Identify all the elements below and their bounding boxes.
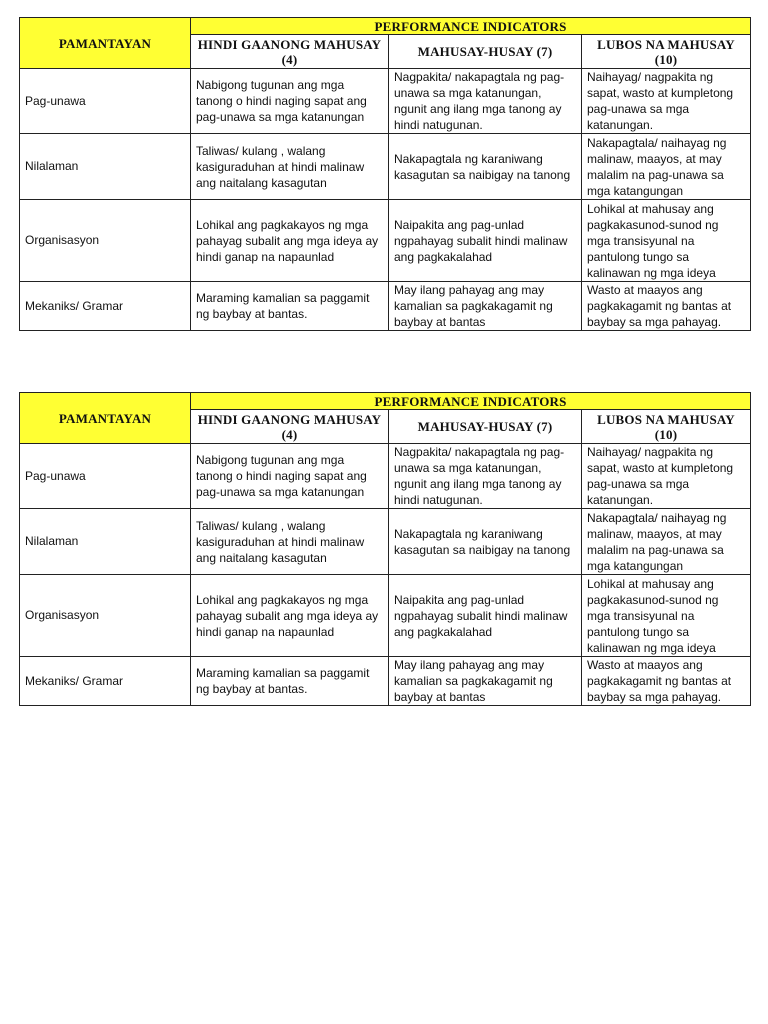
- criteria-header: PAMANTAYAN: [20, 393, 191, 444]
- descriptor-cell-4: Nabigong tugunan ang mga tanong o hindi naging sapat ang pag-unawa sa mga katanungan: [191, 444, 389, 509]
- table-row: [20, 509, 751, 575]
- descriptor-cell-4: Lohikal ang pagkakayos ng mga pahayag subalit ang mga ideya ay hindi ganap na napaunlad: [191, 200, 389, 282]
- level-header-7: MAHUSAY-HUSAY (7): [389, 410, 582, 444]
- descriptor-cell-4: Taliwas/ kulang , walang kasiguraduhan at hindi malinaw ang naitalang kasagutan: [191, 509, 389, 575]
- criteria-cell: Mekaniks/ Gramar: [20, 657, 191, 706]
- descriptor-cell-10: Wasto at maayos ang pagkakagamit ng bantas at baybay sa mga pahayag.: [582, 657, 751, 706]
- criteria-cell: Organisasyon: [20, 200, 191, 282]
- table-row: [20, 444, 751, 509]
- descriptor-cell-7: Nagpakita/ nakapagtala ng pag-unawa sa mga katanungan, ngunit ang ilang mga tanong ay hindi natugunan.: [389, 444, 582, 509]
- performance-indicators-header: PERFORMANCE INDICATORS: [191, 18, 751, 35]
- criteria-cell: Pag-unawa: [20, 444, 191, 509]
- descriptor-cell-10: Nakapagtala/ naihayag ng malinaw, maayos, at may malalim na pag-unawa sa mga katangungan: [582, 134, 751, 200]
- criteria-cell: Organisasyon: [20, 575, 191, 657]
- descriptor-cell-10: Lohikal at mahusay ang pagkakasunod-sunod ng mga transisyunal na pantulong tungo sa kalinawan ng mga ideya: [582, 575, 751, 657]
- rubric-table-2: [19, 392, 751, 706]
- descriptor-cell-10: Lohikal at mahusay ang pagkakasunod-sunod ng mga transisyunal na pantulong tungo sa kalinawan ng mga ideya: [582, 200, 751, 282]
- descriptor-cell-10: Naihayag/ nagpakita ng sapat, wasto at kumpletong pag-unawa sa mga katanungan.: [582, 69, 751, 134]
- level-header-7: MAHUSAY-HUSAY (7): [389, 35, 582, 69]
- performance-indicators-header: PERFORMANCE INDICATORS: [191, 393, 751, 410]
- table-row: [20, 134, 751, 200]
- table-row: [20, 69, 751, 134]
- criteria-cell: Pag-unawa: [20, 69, 191, 134]
- descriptor-cell-10: Naihayag/ nagpakita ng sapat, wasto at kumpletong pag-unawa sa mga katanungan.: [582, 444, 751, 509]
- descriptor-cell-7: Nagpakita/ nakapagtala ng pag-unawa sa mga katanungan, ngunit ang ilang mga tanong ay hindi natugunan.: [389, 69, 582, 134]
- descriptor-cell-10: Nakapagtala/ naihayag ng malinaw, maayos, at may malalim na pag-unawa sa mga katangungan: [582, 509, 751, 575]
- criteria-cell: Mekaniks/ Gramar: [20, 282, 191, 331]
- level-header-10: LUBOS NA MAHUSAY (10): [582, 35, 751, 69]
- descriptor-cell-7: Nakapagtala ng karaniwang kasagutan sa naibigay na tanong: [389, 509, 582, 575]
- table-row: [20, 575, 751, 657]
- descriptor-cell-7: May ilang pahayag ang may kamalian sa pagkakagamit ng baybay at bantas: [389, 657, 582, 706]
- descriptor-cell-10: Wasto at maayos ang pagkakagamit ng bantas at baybay sa mga pahayag.: [582, 282, 751, 331]
- table-row: [20, 657, 751, 706]
- descriptor-cell-4: Taliwas/ kulang , walang kasiguraduhan at hindi malinaw ang naitalang kasagutan: [191, 134, 389, 200]
- descriptor-cell-4: Maraming kamalian sa paggamit ng baybay at bantas.: [191, 282, 389, 331]
- descriptor-cell-4: Nabigong tugunan ang mga tanong o hindi naging sapat ang pag-unawa sa mga katanungan: [191, 69, 389, 134]
- descriptor-cell-7: Naipakita ang pag-unlad ngpahayag subalit hindi malinaw ang pagkakalahad: [389, 200, 582, 282]
- descriptor-cell-4: Maraming kamalian sa paggamit ng baybay at bantas.: [191, 657, 389, 706]
- criteria-cell: Nilalaman: [20, 134, 191, 200]
- table-row: [20, 200, 751, 282]
- table-row: [20, 282, 751, 331]
- criteria-header: PAMANTAYAN: [20, 18, 191, 69]
- rubric-table-1: [19, 17, 751, 331]
- criteria-cell: Nilalaman: [20, 509, 191, 575]
- level-header-10: LUBOS NA MAHUSAY (10): [582, 410, 751, 444]
- descriptor-cell-4: Lohikal ang pagkakayos ng mga pahayag subalit ang mga ideya ay hindi ganap na napaunlad: [191, 575, 389, 657]
- level-header-4: HINDI GAANONG MAHUSAY (4): [191, 35, 389, 69]
- descriptor-cell-7: May ilang pahayag ang may kamalian sa pagkakagamit ng baybay at bantas: [389, 282, 582, 331]
- descriptor-cell-7: Naipakita ang pag-unlad ngpahayag subalit hindi malinaw ang pagkakalahad: [389, 575, 582, 657]
- level-header-4: HINDI GAANONG MAHUSAY (4): [191, 410, 389, 444]
- descriptor-cell-7: Nakapagtala ng karaniwang kasagutan sa naibigay na tanong: [389, 134, 582, 200]
